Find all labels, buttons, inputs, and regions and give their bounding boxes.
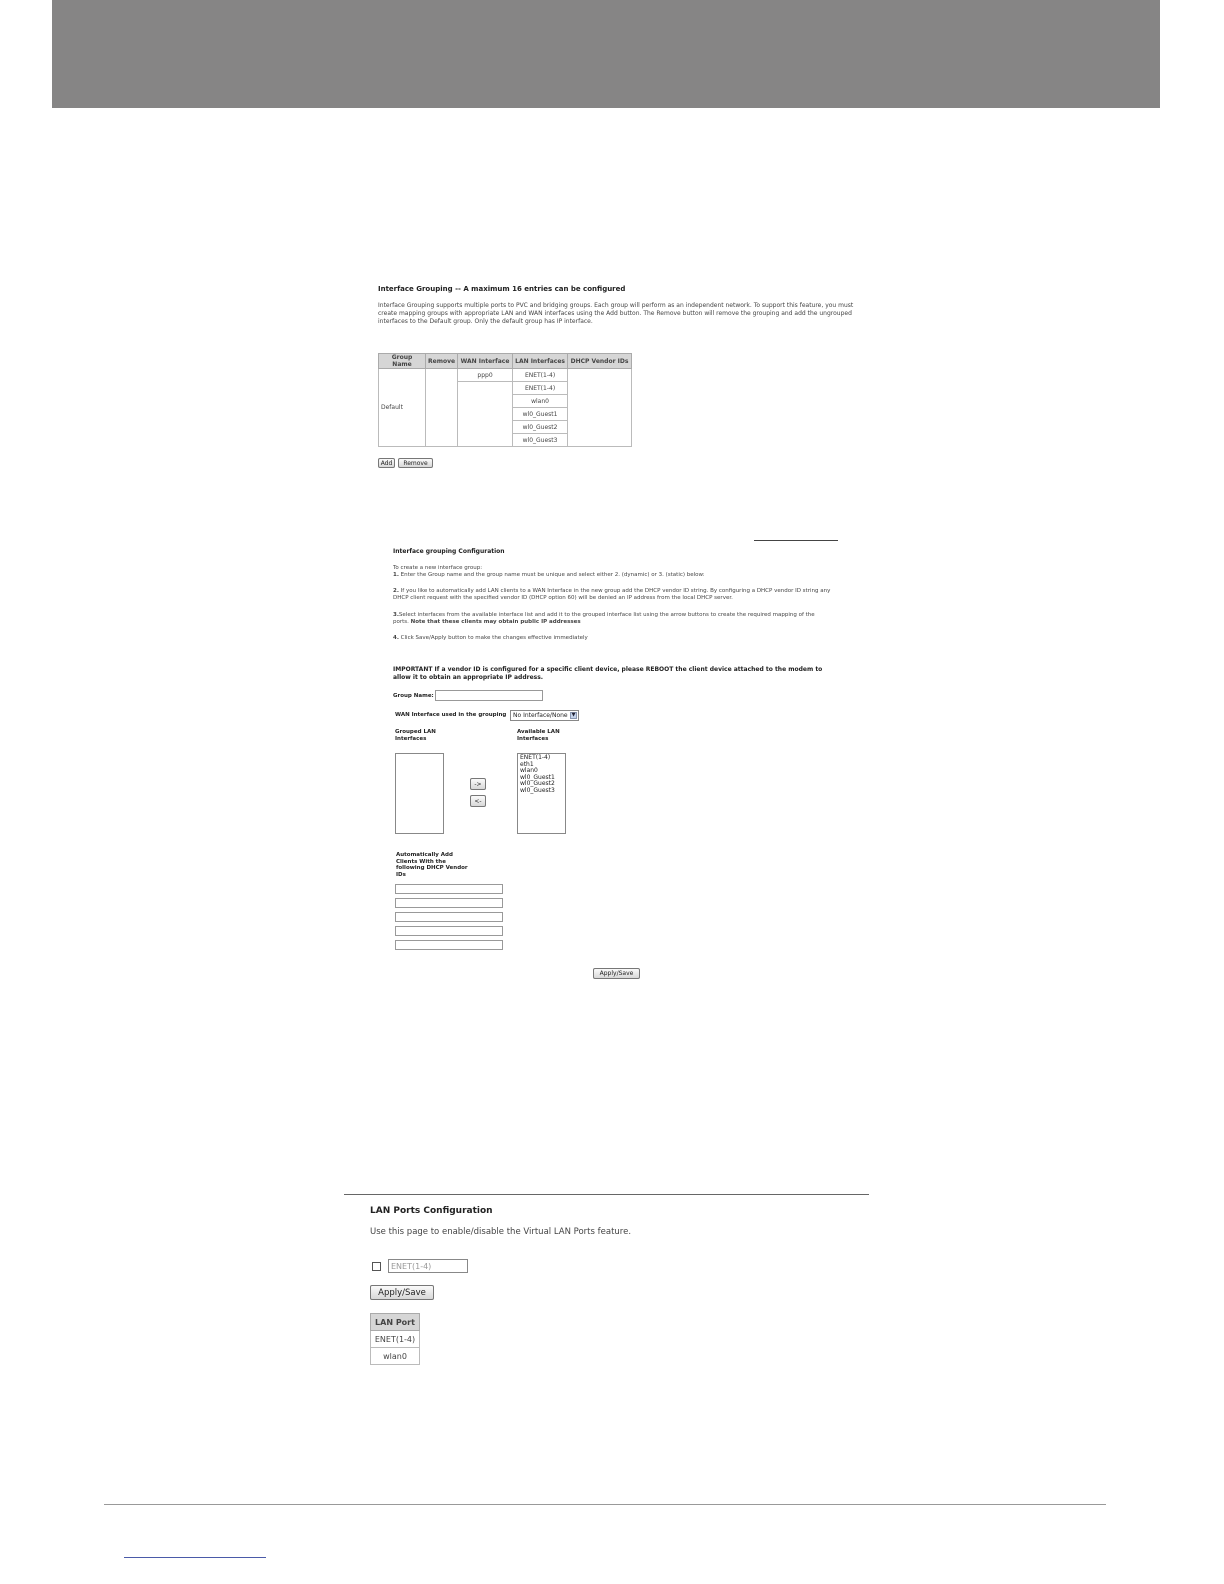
config-title: Interface grouping Configuration	[393, 548, 505, 555]
remove-cell	[426, 369, 458, 447]
grouping-table	[378, 353, 632, 447]
grouping-description: Interface Grouping supports multiple ports to PVC and bridging groups. Each group will perform as an independent network. To support this feature, you must create mapping groups with appropriate LAN and WAN interfaces using the Add button. The Remove button will remove the grouping and add the ungrouped interfaces to the Default group. Only the default group has IP interface.	[378, 302, 854, 325]
lan-port-cell: ENET(1-4)	[371, 1331, 420, 1348]
config-step-1: 1. Enter the Group name and the group name must be unique and select either 2. (dynamic) or 3. (static) below:	[393, 572, 705, 578]
vendor-ids-label: Automatically Add Clients With the following DHCP Vendor IDs	[396, 852, 468, 878]
column-header: LAN Interfaces	[513, 354, 568, 369]
table-header-row	[379, 354, 632, 369]
add-button[interactable]: Add	[378, 458, 395, 468]
vendor-id-input[interactable]	[395, 898, 503, 908]
list-item[interactable]: ENET(1-4)	[520, 754, 551, 761]
table-row	[371, 1348, 420, 1365]
group-name-input[interactable]	[435, 690, 543, 701]
lan-interface-cell: wlan0	[513, 395, 568, 408]
column-header: WAN Interface	[458, 354, 513, 369]
table-row	[379, 369, 632, 382]
footer-divider	[104, 1504, 1106, 1505]
group-name-cell: Default	[379, 369, 426, 447]
lan-ports-description: Use this page to enable/disable the Virtual LAN Ports feature.	[370, 1227, 632, 1237]
divider	[754, 540, 838, 541]
vendor-id-input[interactable]	[395, 940, 503, 950]
lan-interface-cell: wl0_Guest1	[513, 408, 568, 421]
move-right-button[interactable]: ->	[470, 778, 486, 790]
lan-port-field[interactable]: ENET(1-4)	[388, 1259, 468, 1273]
lan-interface-cell: wl0_Guest3	[513, 434, 568, 447]
list-item[interactable]: eth1	[520, 760, 534, 768]
dhcp-vendor-cell	[568, 369, 632, 447]
apply-save-button[interactable]: Apply/Save	[593, 968, 640, 979]
grouped-lan-label: Grouped LAN Interfaces	[395, 729, 436, 742]
column-header: Group Name	[379, 354, 426, 369]
table-header-row	[371, 1314, 420, 1331]
lan-port-table	[370, 1313, 420, 1365]
list-item[interactable]: wl0_Guest2	[520, 780, 555, 788]
important-notice: IMPORTANT If a vendor ID is configured for a specific client device, please REBOOT the client device attached to the modem to allow it to obtain an appropriate IP address.	[393, 666, 823, 681]
list-item[interactable]: wl0_Guest1	[520, 773, 555, 781]
footer-link-underline[interactable]	[124, 1557, 266, 1558]
lan-interface-cell: ENET(1-4)	[513, 382, 568, 395]
wan-interface-cell: ppp0	[458, 369, 513, 382]
list-item[interactable]: wl0_Guest3	[520, 786, 555, 794]
available-lan-listbox[interactable]	[517, 753, 566, 834]
grouped-lan-listbox[interactable]	[395, 753, 444, 834]
config-intro: To create a new interface group:	[393, 565, 483, 571]
lan-apply-save-button[interactable]: Apply/Save	[370, 1285, 434, 1300]
grouping-title: Interface Grouping -- A maximum 16 entries can be configured	[378, 285, 626, 293]
vendor-id-input[interactable]	[395, 912, 503, 922]
config-step-4: 4. Click Save/Apply button to make the changes effective immediately	[393, 635, 588, 641]
list-item[interactable]: wlan0	[520, 767, 538, 775]
virtual-lan-checkbox[interactable]	[372, 1262, 381, 1271]
config-step-3: 3.Select interfaces from the available interface list and add it to the grouped interface list using the arrow buttons to create the required mapping of the ports. Note that these clients may obtain public IP addresses	[393, 612, 815, 625]
wan-interface-cell	[458, 382, 513, 447]
divider	[344, 1194, 869, 1195]
move-left-button[interactable]: <-	[470, 795, 486, 807]
vendor-id-input[interactable]	[395, 884, 503, 894]
column-header: Remove	[426, 354, 458, 369]
vendor-id-input[interactable]	[395, 926, 503, 936]
lan-ports-title: LAN Ports Configuration	[370, 1206, 493, 1216]
chevron-down-icon[interactable]: ▼	[571, 712, 576, 718]
group-name-label: Group Name:	[393, 693, 434, 699]
config-step-2: 2. If you like to automatically add LAN clients to a WAN Interface in the new group add the DHCP vendor ID string. By configuring a DHCP vendor ID string any DHCP client request with the specified vendor ID (DHCP option 60) will be denied an IP address from the local DHCP server.	[393, 588, 831, 601]
available-lan-label: Available LAN Interfaces	[517, 729, 560, 742]
table-row	[371, 1331, 420, 1348]
remove-button[interactable]: Remove	[398, 458, 433, 468]
lan-interface-cell: ENET(1-4)	[513, 369, 568, 382]
wan-interface-selected: No Interface/None	[513, 712, 568, 719]
column-header: DHCP Vendor IDs	[568, 354, 632, 369]
header-banner	[52, 0, 1160, 108]
lan-port-cell: wlan0	[371, 1348, 420, 1365]
wan-interface-label: WAN Interface used in the grouping	[395, 712, 507, 718]
wan-interface-select[interactable]	[510, 710, 579, 721]
column-header: LAN Port	[371, 1314, 420, 1331]
lan-interface-cell: wl0_Guest2	[513, 421, 568, 434]
